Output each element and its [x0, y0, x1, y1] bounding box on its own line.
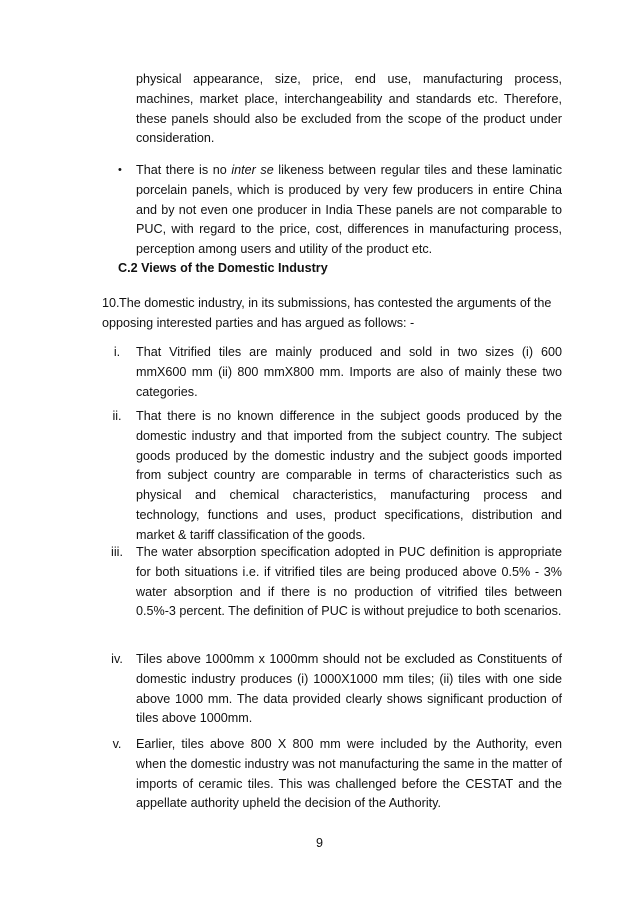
item-numeral-v: v. — [112, 737, 122, 751]
section-heading: C.2 Views of the Domestic Industry — [118, 261, 328, 275]
page-number: 9 — [315, 836, 323, 850]
item-numeral-i: i. — [113, 345, 121, 359]
list-item-v: Earlier, tiles above 800 X 800 mm were included by the Authority, even when the domestic industry was not manufacturing the same in the matter of imports of ceramic tiles. This was challenged before the CESTAT and the appellate authority upheld the decision of the Authority. — [136, 737, 562, 811]
list-item-i: That Vitrified tiles are mainly produced and sold in two sizes (i) 600 mmX600 mm (ii) 800 mmX800 mm. Imports are also of mainly these two categories. — [136, 345, 562, 399]
intro-paragraph: physical appearance, size, price, end use, manufacturing process, machines, market place, interchangeability and standards etc. Therefore, these panels should also be excluded from the scope of the product under consideration. — [136, 72, 562, 146]
item-numeral-iii: iii. — [111, 545, 123, 559]
list-item-iv: Tiles above 1000mm x 1000mm should not be excluded as Constituents of domestic industry produces (i) 1000X1000 mm tiles; (ii) tiles with one side above 1000 mm. The data provided clearly shows significant production of tiles above 1000mm. — [136, 652, 562, 726]
item-numeral-iv: iv. — [111, 652, 123, 666]
item-numeral-ii: ii. — [112, 409, 122, 423]
bullet-text-end: likeness between regular tiles and these laminatic porcelain panels, which is produced by very few producers in entire China and by not even one producer in India These panels are not comparable to PUC, with regard to the price, cost, differences in manufacturing process, perception among users and utility of the product etc. — [136, 163, 562, 257]
paragraph-10-text: The domestic industry, in its submissions, has contested the arguments of the opposing interested parties and has argued as follows: - — [102, 296, 552, 330]
list-item-ii: That there is no known difference in the subject goods produced by the domestic industry and that imported from the subject country. The subject goods produced by the domestic industry and the subject goods imported from subject country are comparable in terms of characteristics such as physical and chemical characteristics, manufacturing process and technology, functions and uses, product specifications, distribution and market & tariff classification of the goods. — [136, 409, 562, 542]
bullet-paragraph — [136, 161, 562, 260]
paragraph-10 — [102, 294, 562, 334]
paragraph-10-number: 10. — [102, 296, 120, 310]
bullet-text-italic: inter se — [231, 163, 274, 177]
bullet-icon: • — [118, 164, 122, 176]
list-item-iii: The water absorption specification adopted in PUC definition is appropriate for both situations i.e. if vitrified tiles are being produced above 0.5% - 3% water absorption and if there is no production of vitrified tiles between 0.5%-3 percent. The definition of PUC is without prejudice to both scenarios. — [136, 545, 562, 619]
bullet-text-start: That there is no — [136, 163, 232, 177]
